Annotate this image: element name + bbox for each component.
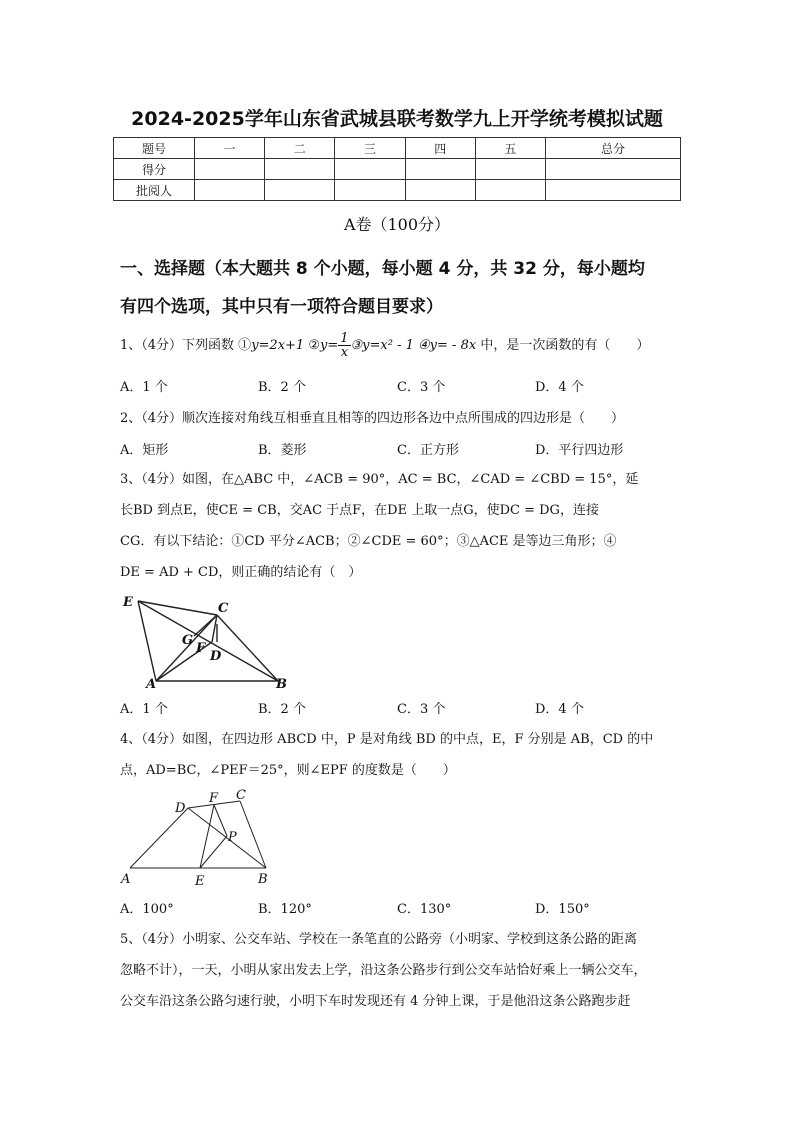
fraction-numerator: 1 <box>340 331 349 346</box>
question-3-line2: 长BD 到点E，使CE = CB，交AC 于点F，在DE 上取一点G，使DC = DG，连接 <box>120 503 599 518</box>
table-cell: 一 <box>195 138 265 159</box>
table-cell <box>265 159 335 180</box>
figure-label: A <box>121 872 131 887</box>
section-heading-line1: 一、选择题（本大题共 8 个小题，每小题 4 分，共 32 分，每小题均 <box>120 259 645 279</box>
q3-option-a[interactable]: A．1 个 <box>120 702 168 717</box>
figure-label: E <box>195 874 205 889</box>
table-cell <box>195 159 265 180</box>
table-row <box>114 138 681 159</box>
figure-label: F <box>196 641 206 656</box>
table-cell <box>405 159 475 180</box>
exam-title: 2024-2025学年山东省武城县联考数学九上开学统考模拟试题 <box>131 108 663 130</box>
question-1 <box>120 332 680 360</box>
table-cell <box>475 159 545 180</box>
q4-option-c[interactable]: C．130° <box>397 902 452 917</box>
q3-option-c[interactable]: C．3 个 <box>397 702 446 717</box>
figure-label: B <box>276 677 287 692</box>
q3-option-d[interactable]: D．4 个 <box>535 702 584 717</box>
q4-figure <box>118 786 278 892</box>
figure-label: P <box>228 830 237 845</box>
question-4-line1: 4、（4分）如图，在四边形 ABCD 中，P 是对角线 BD 的中点，E，F 分别是 AB，CD 的中 <box>120 732 654 747</box>
q1-prefix: 1、（4分）下列函数 ① <box>120 338 252 353</box>
question-3-line1: 3、（4分）如图，在△ABC 中，∠ACB = 90°，AC = BC，∠CAD = ∠CBD = 15°，延 <box>120 472 639 487</box>
q3-option-b[interactable]: B．2 个 <box>258 702 306 717</box>
table-row <box>114 159 681 180</box>
table-cell <box>546 159 681 180</box>
q3-figure <box>118 592 298 692</box>
table-cell: 五 <box>475 138 545 159</box>
q2-option-b[interactable]: B．菱形 <box>258 443 307 458</box>
q1-fraction <box>338 332 350 359</box>
table-cell: 四 <box>405 138 475 159</box>
table-cell <box>405 180 475 201</box>
q2-option-a[interactable]: A．矩形 <box>120 443 169 458</box>
figure-label: D <box>210 649 222 664</box>
section-label-a: A卷（100分） <box>343 215 451 234</box>
question-5-line2: 忽略不计），一天，小明从家出发去上学，沿这条公路步行到公交车站恰好乘上一辆公交车， <box>120 963 647 978</box>
q1-option-c[interactable]: C．3 个 <box>397 380 446 395</box>
fraction-denominator: x <box>340 345 349 360</box>
table-row <box>114 180 681 201</box>
figure-label: D <box>175 801 186 816</box>
score-table <box>113 137 681 201</box>
table-cell <box>546 180 681 201</box>
question-5-line1: 5、（4分）小明家、公交车站、学校在一条笔直的公路旁（小明家、学校到这条公路的距离 <box>120 932 638 947</box>
table-cell <box>335 180 405 201</box>
question-5-line3: 公交车沿这条公路匀速行驶，小明下车时发现还有 4 分钟上课，于是他沿这条公路跑步赶 <box>120 994 631 1009</box>
table-cell <box>265 180 335 201</box>
section-heading-line2: 有四个选项，其中只有一项符合题目要求） <box>120 297 443 317</box>
table-cell <box>195 180 265 201</box>
figure-label: A <box>146 677 157 692</box>
q1-formula-2: y= <box>320 338 339 353</box>
figure-label: E <box>123 595 133 610</box>
table-cell: 总分 <box>546 138 681 159</box>
q1-option-d[interactable]: D．4 个 <box>535 380 584 395</box>
table-cell <box>335 159 405 180</box>
q4-option-b[interactable]: B．120° <box>258 902 312 917</box>
q1-formula-1: y=2x+1 <box>251 338 305 353</box>
q1-option-b[interactable]: B．2 个 <box>258 380 306 395</box>
table-cell: 二 <box>265 138 335 159</box>
q1-option-a[interactable]: A．1 个 <box>120 380 168 395</box>
question-3-line3: CG．有以下结论：①CD 平分∠ACB；②∠CDE = 60°；③△ACE 是等边三角形；④ <box>120 534 617 549</box>
q2-option-d[interactable]: D．平行四边形 <box>535 443 624 458</box>
q1-suffix: 中，是一次函数的有（ ） <box>476 338 650 353</box>
figure-label: F <box>209 791 219 806</box>
figure-label: G <box>182 633 194 648</box>
figure-label: C <box>236 788 246 803</box>
q1-formula-3: ③y=x² - 1 ④y= - 8x <box>350 338 477 353</box>
q1-mid: ② <box>304 338 320 353</box>
q2-option-c[interactable]: C．正方形 <box>397 443 459 458</box>
q4-option-d[interactable]: D．150° <box>535 902 590 917</box>
question-2: 2、（4分）顺次连接对角线互相垂直且相等的四边形各边中点所围成的四边形是（ ） <box>120 411 625 426</box>
figure-label: B <box>258 872 268 887</box>
q4-option-a[interactable]: A．100° <box>120 902 174 917</box>
question-4-line2: 点，AD=BC，∠PEF＝25°，则∠EPF 的度数是（ ） <box>120 763 456 778</box>
table-cell: 得分 <box>114 159 195 180</box>
table-cell <box>475 180 545 201</box>
figure-label: C <box>218 601 229 616</box>
table-cell: 题号 <box>114 138 195 159</box>
question-3-line4: DE = AD + CD，则正确的结论有（ ） <box>120 565 362 580</box>
table-cell: 三 <box>335 138 405 159</box>
table-cell: 批阅人 <box>114 180 195 201</box>
